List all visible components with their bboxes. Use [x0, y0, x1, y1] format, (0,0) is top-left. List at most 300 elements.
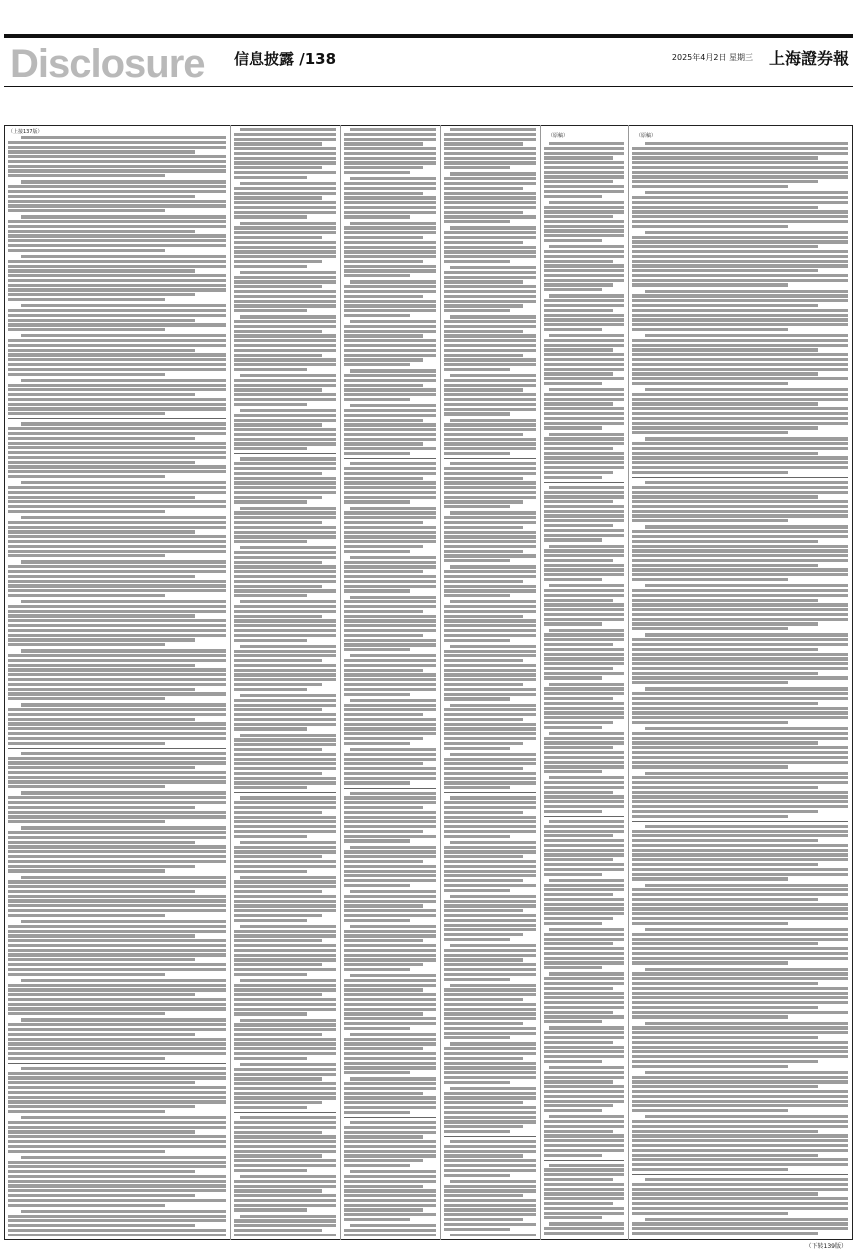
text-line: [344, 874, 436, 877]
text-line: [8, 274, 226, 277]
text-line: [344, 531, 436, 534]
paragraph: [544, 1026, 624, 1063]
paragraph: [444, 462, 536, 508]
text-line: [632, 495, 818, 498]
text-line: [444, 723, 536, 726]
text-line: [549, 334, 624, 337]
text-line: [8, 1012, 165, 1015]
text-line: [544, 210, 624, 213]
text-line: [544, 1080, 613, 1083]
text-line: [8, 801, 226, 804]
section-rule: [234, 792, 336, 793]
text-line: [544, 190, 624, 193]
text-line: [444, 1092, 536, 1095]
text-line: [344, 610, 423, 613]
text-line: [544, 1149, 624, 1152]
text-line: [234, 363, 336, 366]
text-line: [444, 938, 510, 941]
text-line: [632, 545, 848, 548]
text-line: [234, 984, 336, 987]
text-line: [444, 363, 536, 366]
text-line: [8, 697, 165, 700]
text-line: [8, 230, 195, 233]
text-line: [344, 133, 436, 136]
text-line: [234, 1159, 336, 1162]
text-line: [234, 1204, 336, 1207]
paragraph: [8, 979, 226, 1016]
paragraph: [544, 776, 624, 813]
text-line: [544, 328, 602, 331]
text-line: [344, 226, 436, 229]
text-line: [240, 1116, 336, 1119]
text-line: [8, 526, 226, 529]
text-line: [21, 1067, 226, 1070]
paragraph: [8, 1156, 226, 1207]
paragraph: [632, 1115, 848, 1171]
text-line: [344, 561, 436, 564]
text-line: [8, 475, 165, 478]
text-line: [544, 912, 624, 915]
text-line: [344, 491, 436, 494]
text-line: [234, 973, 307, 976]
text-line: [444, 933, 523, 936]
text-line: [344, 535, 436, 538]
section-rule: [8, 1063, 226, 1064]
text-line: [444, 300, 536, 303]
text-line: [632, 466, 848, 469]
text-line: [8, 968, 226, 971]
text-line: [444, 1145, 536, 1148]
text-line: [8, 323, 226, 326]
text-line: [344, 433, 436, 436]
text-line: [344, 1135, 423, 1138]
text-line: [544, 873, 602, 876]
text-line: [444, 697, 510, 700]
text-line: [344, 811, 436, 814]
text-line: [234, 781, 336, 784]
text-line: [8, 785, 165, 788]
text-line: [632, 1158, 848, 1161]
text-line: [234, 1154, 322, 1157]
text-line: [544, 741, 624, 744]
text-line: [544, 711, 624, 714]
text-line: [21, 979, 226, 982]
text-line: [632, 402, 818, 405]
text-line: [632, 210, 848, 213]
text-line: [444, 398, 536, 401]
text-line: [344, 762, 423, 765]
text-line: [344, 758, 436, 761]
text-line: [632, 245, 818, 248]
text-line: [344, 860, 423, 863]
text-column-6: [632, 128, 848, 1236]
text-line: [544, 309, 613, 312]
text-line: [444, 820, 536, 823]
text-line: [344, 467, 436, 470]
paragraph: [8, 1210, 226, 1236]
text-line: [350, 748, 436, 751]
paragraph: [444, 172, 536, 223]
text-line: [450, 128, 536, 131]
paragraph: [344, 222, 436, 278]
paragraph: [344, 556, 436, 593]
text-line: [234, 236, 322, 239]
text-line: [350, 1224, 436, 1227]
text-line: [444, 678, 536, 681]
text-line: [234, 1234, 336, 1236]
paragraph: [544, 1164, 624, 1220]
text-line: [645, 772, 848, 775]
text-line: [234, 211, 336, 214]
text-line: [544, 726, 602, 729]
text-line: [344, 944, 436, 947]
text-line: [544, 452, 624, 455]
paragraph: [544, 245, 624, 291]
text-line: [632, 166, 848, 169]
text-line: [8, 584, 226, 587]
text-line: [444, 605, 536, 608]
text-line: [8, 279, 226, 282]
text-line: [450, 753, 536, 756]
paragraph: [8, 560, 226, 597]
text-line: [544, 250, 624, 253]
paragraph: [8, 422, 226, 478]
paragraph: [344, 748, 436, 785]
paragraph: [234, 507, 336, 544]
text-line: [444, 1017, 536, 1020]
text-line: [234, 816, 336, 819]
text-line: [632, 888, 848, 891]
text-line: [344, 500, 410, 503]
text-line: [344, 269, 436, 272]
paragraph: [632, 772, 848, 818]
text-line: [544, 239, 602, 242]
text-line: [632, 1120, 848, 1123]
text-line: [444, 408, 536, 411]
text-line: [444, 737, 536, 740]
text-line: [549, 1066, 624, 1069]
column-separator: [230, 125, 231, 1240]
text-line: [544, 756, 624, 759]
text-line: [632, 348, 818, 351]
text-line: [444, 1199, 536, 1202]
text-line: [344, 423, 436, 426]
text-line: [8, 1091, 226, 1094]
text-line: [444, 900, 536, 903]
text-line: [21, 791, 226, 794]
text-line: [8, 757, 226, 760]
paragraph: [444, 1087, 536, 1133]
text-line: [645, 968, 848, 971]
text-line: [450, 266, 536, 269]
text-line: [444, 811, 523, 814]
text-line: [8, 610, 226, 613]
text-line: [444, 1003, 536, 1006]
text-line: [8, 678, 226, 681]
text-line: [444, 290, 536, 293]
text-line: [544, 1020, 602, 1023]
text-line: [8, 1199, 226, 1202]
text-line: [350, 404, 436, 407]
text-line: [344, 452, 410, 455]
text-line: [544, 1154, 602, 1157]
text-line: [544, 402, 613, 405]
paragraph: [344, 1121, 436, 1167]
text-line: [8, 545, 226, 548]
text-line: [8, 146, 226, 149]
text-line: [632, 791, 848, 794]
paragraph: [8, 876, 226, 917]
text-line: [240, 457, 336, 460]
text-line: [344, 570, 423, 573]
text-line: [234, 325, 336, 328]
text-line: [350, 1170, 436, 1173]
text-line: [8, 904, 226, 907]
text-line: [8, 1110, 165, 1113]
text-line: [444, 742, 523, 745]
text-line: [544, 622, 602, 625]
text-line: [8, 683, 226, 686]
text-line: [8, 580, 226, 583]
text-line: [444, 354, 523, 357]
paragraph: [444, 1180, 536, 1231]
paragraph: [632, 825, 848, 881]
text-line: [8, 550, 226, 553]
paragraph: [632, 1178, 848, 1215]
text-line: [632, 1001, 848, 1004]
text-line: [544, 180, 613, 183]
text-line: [234, 610, 336, 613]
text-line: [444, 767, 523, 770]
text-line: [549, 245, 624, 248]
text-line: [234, 688, 307, 691]
text-line: [444, 496, 536, 499]
text-line: [234, 1229, 322, 1232]
text-line: [234, 285, 322, 288]
text-line: [344, 393, 436, 396]
text-line: [344, 166, 423, 169]
text-line: [544, 834, 613, 837]
text-line: [632, 471, 788, 474]
text-line: [544, 849, 624, 852]
text-line: [544, 318, 624, 321]
text-line: [8, 427, 226, 430]
text-line: [350, 974, 436, 977]
text-line: [544, 697, 613, 700]
text-line: [344, 988, 423, 991]
text-line: [234, 379, 336, 382]
text-line: [450, 1042, 536, 1045]
text-line: [234, 300, 336, 303]
text-line: [549, 486, 624, 489]
text-line: [8, 358, 226, 361]
text-line: [544, 1173, 624, 1176]
text-line: [544, 907, 624, 910]
text-line: [544, 1100, 624, 1103]
text-line: [234, 880, 336, 883]
text-line: [344, 550, 410, 553]
paragraph: [234, 600, 336, 641]
text-line: [632, 1015, 788, 1018]
text-line: [344, 330, 436, 333]
text-line: [444, 884, 536, 887]
paragraph: [344, 654, 436, 695]
text-line: [344, 374, 436, 377]
text-line: [632, 947, 848, 950]
text-line: [8, 659, 226, 662]
text-line: [350, 596, 436, 599]
text-line: [632, 1202, 848, 1205]
text-line: [344, 643, 436, 646]
text-line: [344, 304, 436, 307]
text-line: [444, 423, 536, 426]
text-line: [544, 996, 624, 999]
text-line: [444, 236, 536, 239]
text-line: [549, 584, 624, 587]
text-line: [234, 934, 336, 937]
paragraph: [444, 1234, 536, 1236]
text-line: [344, 909, 436, 912]
text-line: [632, 1055, 848, 1058]
text-line: [450, 565, 536, 568]
text-line: [234, 830, 336, 833]
text-line: [544, 185, 624, 188]
text-line: [444, 379, 536, 382]
text-line: [549, 820, 624, 823]
text-line: [234, 481, 336, 484]
text-line: [344, 334, 423, 337]
text-line: [632, 147, 848, 150]
text-line: [544, 638, 624, 641]
text-line: [444, 610, 536, 613]
text-line: [444, 330, 523, 333]
text-line: [344, 265, 436, 268]
text-line: [234, 988, 336, 991]
text-line: [234, 835, 307, 838]
text-line: [544, 524, 613, 527]
text-line: [632, 751, 848, 754]
text-line: [544, 461, 624, 464]
text-line: [632, 603, 848, 606]
text-line: [8, 220, 226, 223]
text-line: [8, 589, 226, 592]
text-line: [632, 653, 848, 656]
text-line: [350, 925, 436, 928]
text-line: [240, 979, 336, 982]
text-line: [350, 556, 436, 559]
text-line: [234, 472, 322, 475]
text-line: [444, 550, 523, 553]
paragraph: [344, 846, 436, 887]
paragraph: [234, 409, 336, 450]
text-line: [240, 1215, 336, 1218]
text-line: [444, 1194, 523, 1197]
paragraph: [444, 645, 536, 701]
text-line: [234, 133, 336, 136]
text-line: [444, 634, 536, 637]
text-line: [344, 958, 436, 961]
text-line: [344, 884, 410, 887]
text-line: [234, 320, 336, 323]
paragraph: [544, 820, 624, 876]
text-line: [544, 805, 624, 808]
text-line: [240, 374, 336, 377]
text-line: [444, 309, 510, 312]
text-line: [544, 156, 613, 159]
text-line: [632, 1149, 848, 1152]
text-line: [544, 613, 624, 616]
text-line: [8, 1194, 195, 1197]
text-line: [234, 713, 336, 716]
paragraph: [8, 920, 226, 976]
text-line: [234, 423, 322, 426]
text-line: [444, 142, 523, 145]
text-line: [444, 1062, 536, 1065]
text-line: [632, 1109, 788, 1112]
text-line: [444, 958, 523, 961]
text-line: [8, 373, 165, 376]
text-line: [544, 353, 624, 356]
text-line: [444, 358, 536, 361]
text-line: [234, 477, 336, 480]
text-line: [444, 732, 536, 735]
text-line: [344, 900, 436, 903]
text-line: [444, 467, 536, 470]
text-line: [544, 437, 624, 440]
text-line: [8, 1081, 195, 1084]
text-line: [234, 624, 336, 627]
text-line: [632, 863, 818, 866]
text-line: [344, 215, 410, 218]
text-line: [344, 816, 436, 819]
paragraph: [344, 404, 436, 455]
text-line: [8, 925, 226, 928]
text-line: [544, 363, 624, 366]
text-line: [344, 1038, 436, 1041]
text-line: [344, 605, 436, 608]
text-line: [632, 382, 788, 385]
text-line: [632, 1011, 848, 1014]
text-line: [344, 419, 423, 422]
section-rule: [544, 482, 624, 483]
text-line: [444, 1218, 523, 1221]
text-line: [234, 1028, 336, 1031]
text-line: [632, 393, 848, 396]
text-line: [21, 920, 226, 923]
text-line: [632, 1192, 818, 1195]
text-line: [544, 377, 624, 380]
text-line: [344, 1234, 436, 1236]
text-line: [544, 1095, 624, 1098]
text-line: [344, 835, 436, 838]
text-line: [632, 323, 848, 326]
text-line: [344, 246, 436, 249]
text-line: [632, 304, 818, 307]
text-line: [240, 925, 336, 928]
text-line: [8, 605, 226, 608]
text-line: [632, 372, 818, 375]
text-line: [444, 1036, 510, 1039]
text-line: [632, 328, 788, 331]
paragraph: [444, 984, 536, 1040]
text-line: [444, 713, 536, 716]
text-line: [344, 1208, 423, 1211]
text-line: [444, 554, 536, 557]
text-line: [240, 734, 336, 737]
text-line: [632, 486, 848, 489]
text-line: [344, 919, 410, 922]
text-line: [632, 299, 848, 302]
